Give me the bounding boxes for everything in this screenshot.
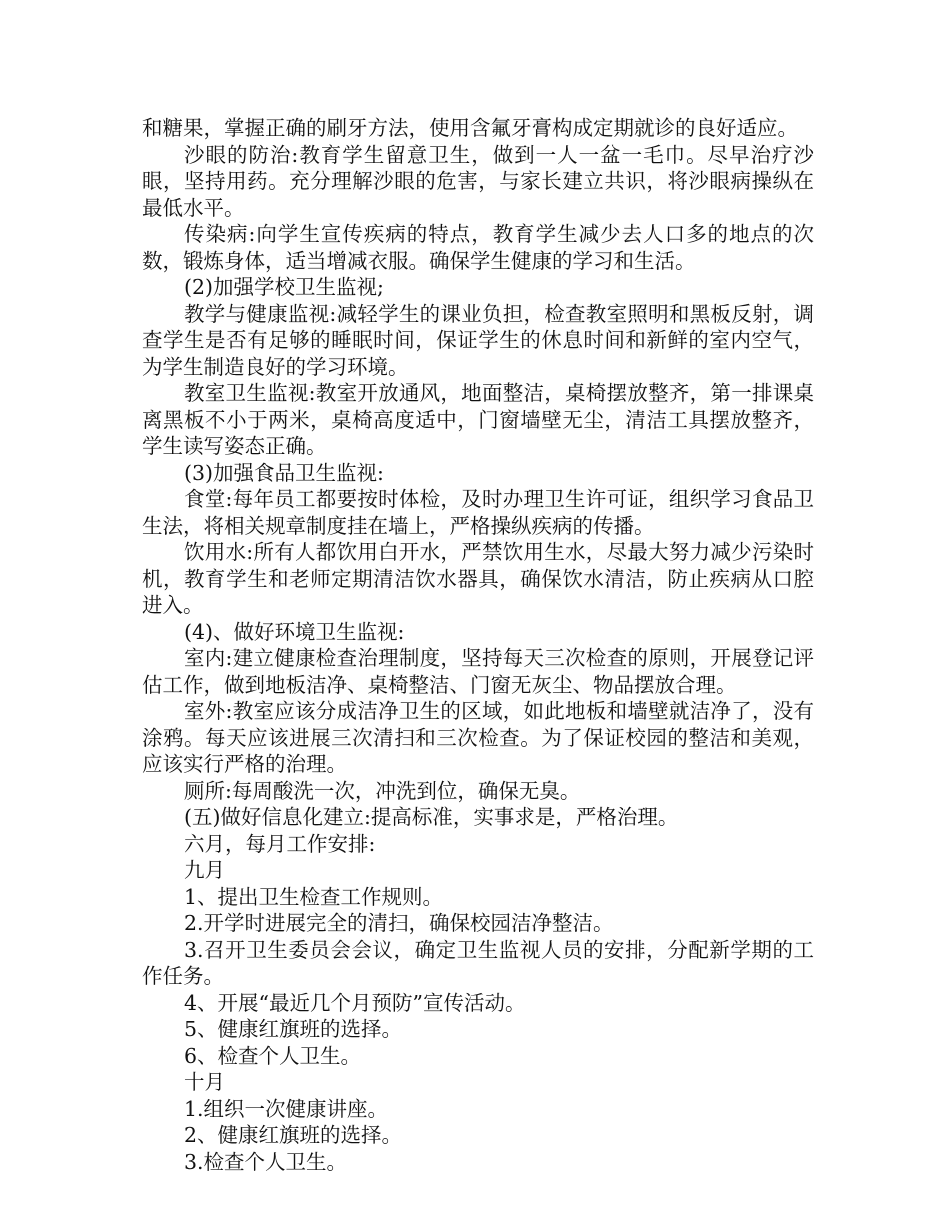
paragraph-toilet: 厕所:每周酸洗一次，冲洗到位，确保无臭。 bbox=[184, 778, 581, 803]
list-item: 5、健康红旗班的选择。 bbox=[184, 1017, 403, 1041]
paragraph-canteen: 食堂:每年员工都要按时体检，及时办理卫生许可证，组织学习食品卫生法，将相关规章制度挂在墙上，严格操纵疾病的传播。 bbox=[142, 487, 814, 538]
list-item: 2、健康红旗班的选择。 bbox=[184, 1123, 403, 1147]
list-item: 1.组织一次健康讲座。 bbox=[184, 1096, 389, 1121]
document-page bbox=[142, 115, 814, 1175]
heading-school-hygiene: (2)加强学校卫生监视; bbox=[184, 275, 384, 299]
heading-october: 十月 bbox=[184, 1070, 225, 1094]
heading-food-hygiene: (3)加强食品卫生监视: bbox=[184, 460, 384, 485]
paragraph-teaching-health: 教学与健康监视:减轻学生的课业负担，检查教室照明和黑板反射，调查学生是否有足够的睡眠时间，保证学生的休息时间和新鲜的室内空气，为学生制造良好的学习环境。 bbox=[142, 301, 814, 379]
paragraph-trachoma: 沙眼的防治:教育学生留意卫生，做到一人一盆一毛巾。尽早治疗沙眼，坚持用药。充分理解沙眼的危害，与家长建立共识，将沙眼病操纵在最低水平。 bbox=[142, 142, 814, 220]
list-item: 1、提出卫生检查工作规则。 bbox=[184, 884, 444, 909]
list-item: 6、检查个人卫生。 bbox=[184, 1043, 362, 1068]
list-item: 3.召开卫生委员会会议，确定卫生监视人员的安排，分配新学期的工作任务。 bbox=[142, 937, 814, 988]
paragraph-continuation: 和糖果，掌握正确的刷牙方法，使用含氟牙膏构成定期就诊的良好适应。 bbox=[142, 116, 798, 140]
list-item: 2.开学时进展完全的清扫，确保校园洁净整洁。 bbox=[184, 911, 614, 935]
paragraph-classroom-hygiene: 教室卫生监视:教室开放通风，地面整洁，桌椅摆放整齐，第一排课桌离黑板不小于两米，桌椅高度适中，门窗墙壁无尘，清洁工具摆放整齐，学生读写姿态正确。 bbox=[142, 381, 814, 458]
heading-monthly-plan: 六月，每月工作安排: bbox=[184, 831, 376, 856]
heading-september: 九月 bbox=[184, 858, 225, 882]
paragraph-drinking-water: 饮用水:所有人都饮用白开水，严禁饮用生水，尽最大努力减少污染时机，教育学生和老师定期清洁饮水器具，确保饮水清洁，防止疾病从口腔进入。 bbox=[142, 540, 814, 617]
paragraph-infectious-disease: 传染病:向学生宣传疾病的特点，教育学生减少去人口多的地点的次数，锻炼身体，适当增减衣服。确保学生健康的学习和生活。 bbox=[142, 222, 814, 273]
paragraph-indoor: 室内:建立健康检查治理制度，坚持每天三次检查的原则，开展登记评估工作，做到地板洁净、桌椅整洁、门窗无灰尘、物品摆放合理。 bbox=[142, 646, 814, 697]
paragraph-outdoor: 室外:教室应该分成洁净卫生的区域，如此地板和墙壁就洁净了，没有涂鸦。每天应该进展三次清扫和三次检查。为了保证校园的整洁和美观，应该实行严格的治理。 bbox=[142, 699, 814, 776]
list-item: 4、开展“最近几个月预防”宣传活动。 bbox=[184, 990, 526, 1015]
heading-informatization: (五)做好信息化建立:提高标准，实事求是，严格治理。 bbox=[184, 805, 679, 829]
heading-environment-hygiene: (4)、做好环境卫生监视: bbox=[184, 619, 405, 644]
list-item: 3.检查个人卫生。 bbox=[184, 1149, 348, 1174]
